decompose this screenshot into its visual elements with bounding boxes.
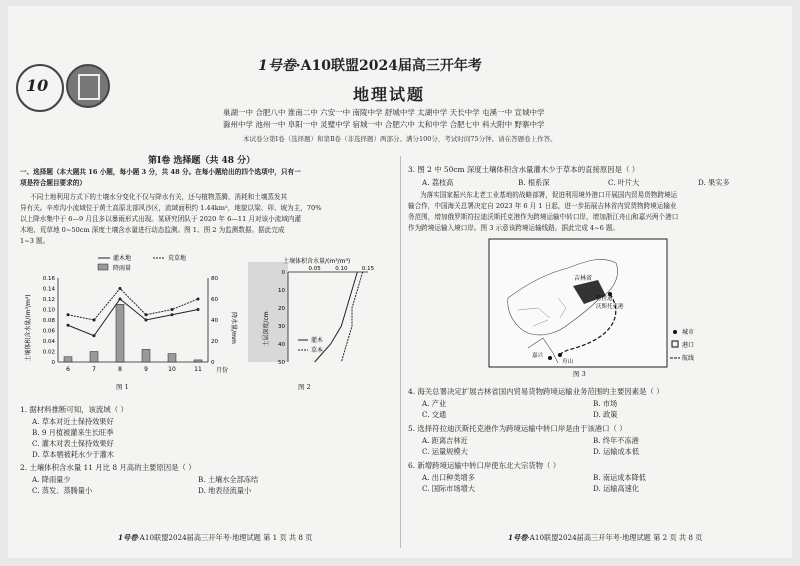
fig1-point: [93, 334, 96, 337]
figure-2-chart: [258, 254, 388, 384]
fig1-rain-bar: [194, 360, 202, 362]
fig2-x-tick: 0.15: [361, 266, 375, 272]
fig1-xunit: 月份: [216, 367, 229, 374]
fig1-x-tick: 7: [92, 366, 96, 373]
footer-page-1: [118, 534, 312, 542]
school-seal-logo: [66, 64, 110, 108]
q3-option-c: C. 叶片大: [608, 178, 640, 187]
section-heading: 第Ⅰ卷 选择题（共 48 分）: [148, 156, 256, 166]
fig3-legend-city: 城市: [682, 329, 695, 336]
fig1-point: [93, 319, 96, 322]
fig2-legend-grass: 草本: [311, 347, 324, 354]
fig2-x-tick: 0.05: [308, 266, 321, 272]
q2-option-b: B. 土壤水全部冻结: [198, 475, 259, 484]
school-list-line-2: 滁州中学 池州一中 阜阳一中 灵璧中学 宿城一中 合肥六中 太和中学 合肥七中 科大附中 野寨中学: [223, 120, 545, 129]
alliance-seal-logo: 10: [16, 64, 64, 112]
passage-line: 1~3 题。: [20, 237, 50, 245]
question-3: 3. 图 2 中 50cm 深度土壤体积含水量灌木少于草本的直接原因是（ ）: [408, 165, 640, 174]
fig1-legend-shrub: 灌木地: [113, 255, 132, 262]
fig1-x-tick: 10: [168, 366, 176, 373]
map-label-jiaxing: 嘉兴: [532, 353, 544, 359]
q4-option-d: D. 政策: [593, 410, 618, 419]
fig1-y-tick: 0.10: [42, 307, 55, 314]
question-2: 2. 土壤体积含水量 11 月比 8 月高的主要原因是（ ）: [20, 463, 196, 472]
q6-option-d: D. 运输高速化: [593, 484, 640, 493]
fig1-point: [197, 308, 200, 311]
question-1: 1. 据材料推断可知，该流域（ ）: [20, 405, 128, 414]
fig1-point: [145, 313, 148, 316]
q4-option-c: C. 交通: [422, 410, 447, 419]
q3-option-d: D. 果实多: [698, 178, 730, 187]
fig1-point: [171, 313, 174, 316]
footer-page-2-text: ·A10联盟2024届高三开年考·地理试题 第 2 页 共 8 页: [527, 533, 703, 542]
exam-instructions: 本试卷分第Ⅰ卷（选择题）和第Ⅱ卷（非选择题）两部分。满分100分，考试时间75分钟。请在答题卷上作答。: [243, 135, 557, 143]
fig1-rain-bar: [90, 352, 98, 363]
map-label-vladi: 符拉迪: [596, 296, 613, 302]
q1-option-d: D. 草本牺被耗水少于灌木: [32, 450, 114, 459]
fig1-y-tick: 0: [51, 360, 55, 366]
fig1-y-tick: 0.12: [42, 297, 55, 303]
q3-option-b: B. 根系深: [518, 178, 550, 187]
q1-option-c: C. 灌木对表土保持效果好: [32, 439, 114, 448]
fig1-legend-rain: 降雨量: [113, 265, 132, 272]
q6-option-c: C. 国际市场增大: [422, 484, 475, 493]
q5-option-c: C. 运量规模大: [422, 447, 468, 456]
fig2-legend-shrub: 灌木: [311, 337, 324, 344]
fig2-x-tick: 0.10: [335, 266, 348, 272]
question-6: 6. 新增跨境运输中转口岸使东北大宗货物（ ）: [408, 461, 561, 470]
footer-page-2: [508, 534, 702, 542]
map-label-vladi-port: 沃斯托克港: [596, 304, 624, 310]
figure-1-chart: [18, 248, 248, 398]
footer-brand: 1号卷: [508, 533, 528, 542]
fig1-point: [145, 319, 148, 322]
fig2-grass-line: [341, 272, 362, 362]
q2-option-c: C. 蒸发、蒸腾量小: [32, 486, 93, 495]
fig1-y2-tick: 80: [211, 276, 218, 282]
fig1-x-tick: 8: [118, 366, 122, 373]
q5-option-b: B. 终年不冻港: [593, 436, 639, 445]
fig1-rain-bar: [142, 349, 150, 362]
fig1-y2-tick: 60: [211, 297, 218, 303]
fig1-x-tick: 6: [66, 366, 70, 373]
fig1-moisture-lines: [67, 287, 200, 337]
q4-option-b: B. 市场: [593, 399, 618, 408]
q3-option-a: A. 荔枝高: [422, 178, 454, 187]
section-intro-line-1: 一、选择题（本大题共 16 小题，每小题 3 分，共 48 分。在每小题给出的四个选项中，只有一: [20, 168, 301, 176]
fig3-legend-route: 航线: [682, 355, 695, 362]
fig1-x-tick: 11: [194, 366, 202, 373]
fig2-y-tick: 20: [278, 306, 285, 312]
footer-brand: 1号卷: [118, 533, 138, 542]
passage-line: 为落实国家振兴东北老工业基地的战略部署，促进利用境外港口开展国内贸易货物跨境运: [420, 191, 678, 199]
fig1-point: [171, 308, 174, 311]
passage-line: 作为跨境运输入境口岸。图 3 示意该跨境运输线路。据此完成 4~6 题。: [408, 224, 620, 232]
fig1-y2label: 降水量/mm: [230, 312, 237, 344]
fig1-point: [119, 287, 122, 290]
fig1-rain-bar: [168, 354, 176, 362]
fig1-y2-tick: 20: [211, 339, 218, 345]
exam-header: [258, 58, 482, 74]
fig2-y-tick: 50: [278, 360, 285, 366]
fig1-grass-line: [68, 289, 198, 321]
fig1-rain-bar: [116, 304, 124, 362]
map-label-zhoushan: 舟山: [562, 359, 574, 365]
fig1-point: [119, 298, 122, 301]
figure-3-caption: 图 3: [573, 370, 586, 378]
figure-3-map: [488, 238, 668, 368]
question-4: 4. 海关总署决定扩展吉林省国内贸易货物跨境运输业务范围的主要因素是（ ）: [408, 387, 664, 396]
brand-logo: 1号卷: [258, 58, 296, 74]
q6-option-a: A. 出口种类增多: [422, 473, 475, 482]
fig1-y-tick: 0.08: [42, 318, 55, 324]
passage-line: 输合作，中国海关总署决定自 2023 年 6 月 1 日起，进一步拓展吉林省内贸货物跨境运输业: [408, 202, 677, 210]
figure-2-caption: 图 2: [298, 383, 311, 391]
fig2-title: 土壤体积含水量/(m³/m³): [283, 258, 351, 265]
q1-option-a: A. 草本对近土保持效果好: [32, 417, 114, 426]
fig1-legend: [98, 254, 186, 272]
fig1-legend-grass: 荒草地: [168, 255, 187, 262]
fig1-y-tick: 0.16: [42, 276, 55, 282]
passage-line: 以上降水集中于 6—9 月且多以暴雨形式出现。某研究团队于 2020 年 6—11 月对该小流域内灌: [20, 215, 302, 223]
q6-option-b: B. 南运成本降低: [593, 473, 646, 482]
figure-1-caption: 图 1: [116, 383, 129, 391]
footer-page-1-text: ·A10联盟2024届高三开年考·地理试题 第 1 页 共 8 页: [137, 533, 313, 542]
fig1-point: [197, 298, 200, 301]
figure-3-legend: [670, 326, 730, 368]
exam-sheet: [8, 6, 792, 558]
passage-line: 务范围，增加俄罗斯符拉迪沃斯托克港作为跨境运输中转口岸，增加浙江舟山和嘉兴两个港口: [408, 213, 679, 221]
fig2-y-tick: 30: [278, 324, 285, 330]
fig1-y-tick: 0.06: [42, 328, 55, 335]
q5-option-a: A. 距离吉林近: [422, 436, 468, 445]
passage-line: 木地、荒草地 0~50cm 深度土壤含水量进行动态监测。图 1、图 2 为监测数据。据此完成: [20, 226, 285, 234]
fig1-point: [67, 313, 70, 316]
q1-option-b: B. 9 月植被灌来生长旺季: [32, 428, 114, 437]
fig2-y-tick: 0: [281, 270, 285, 276]
map-label-jilin: 吉林省: [574, 275, 593, 282]
fig1-point: [67, 324, 70, 327]
passage-line: 不同土地利用方式下的土壤水分变化不仅与降水有关，还与植物蒸腾、消耗和土壤蒸发其: [30, 193, 288, 201]
column-divider: [400, 156, 401, 548]
fig1-y-tick: 0.04: [42, 339, 55, 345]
subject-title: 地理试题: [353, 85, 426, 104]
fig1-y2-tick: 0: [211, 360, 215, 366]
q2-option-a: A. 降雨量少: [32, 475, 71, 484]
fig1-y2-tick: 40: [211, 318, 218, 324]
fig1-y-tick: 0.02: [42, 349, 55, 356]
section-intro-line-2: 项是符合题目要求的）: [20, 179, 86, 187]
q4-option-a: A. 产业: [422, 399, 447, 408]
fig1-shrub-line: [68, 299, 198, 336]
fig3-legend-port: 港口: [682, 342, 695, 349]
fig2-y-tick: 40: [278, 342, 285, 348]
fig1-x-tick: 9: [144, 366, 148, 373]
fig1-ylabel: 土壤体积含水量/(m³/m³): [25, 294, 32, 362]
fig2-ylabel: 土层深度/cm: [263, 311, 270, 347]
exam-title: ·A10联盟2024届高三开年考: [295, 58, 482, 74]
fig1-y-tick: 0.14: [42, 286, 55, 293]
question-5: 5. 选择符拉迪沃斯托克港作为跨境运输中转口岸是由于该港口（ ）: [408, 424, 627, 433]
q5-option-d: D. 运输成本低: [593, 447, 640, 456]
fig2-y-tick: 10: [278, 288, 285, 294]
passage-line: 异有关。辛库沟小流域位于黄土高原北部风沙区，流域面积约 1.44km²，地貌以梁、卯、坡为主，70%: [20, 204, 322, 212]
school-list-line-1: 巢湖一中 合肥八中 淮南二中 六安一中 南陵中学 舒城中学 太湖中学 天长中学 屯溪一中 宣城中学: [223, 108, 545, 117]
fig1-rain-bar: [64, 357, 72, 362]
q2-option-d: D. 地表径流量小: [198, 486, 252, 495]
